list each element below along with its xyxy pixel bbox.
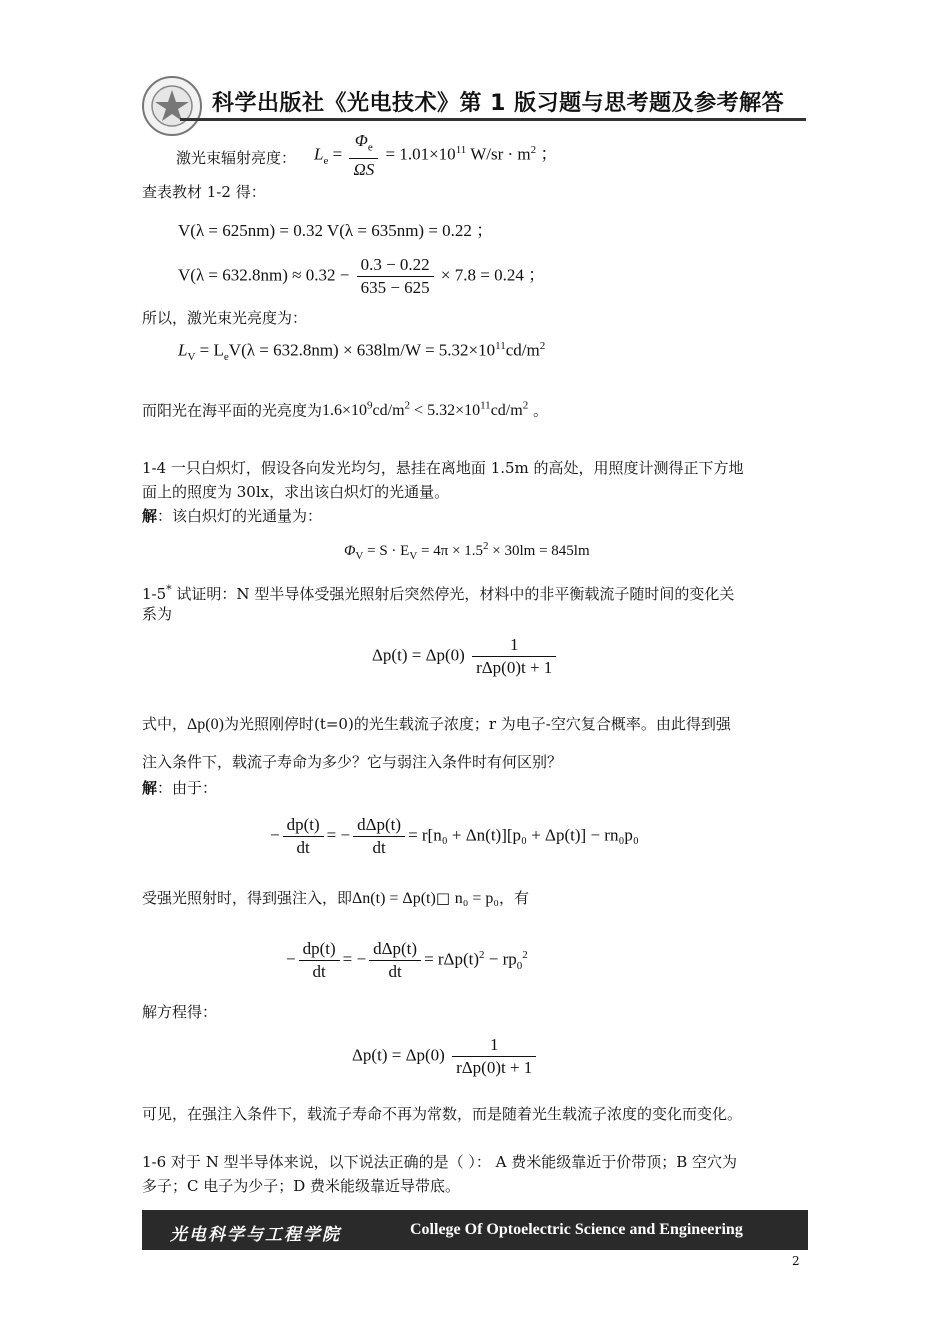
text-line: 可见，在强注入条件下，载流子寿命不再为常数，而是随着光生载流子浓度的变化而变化。 (142, 1105, 743, 1123)
footer-college-cn: 光电科学与工程学院 (170, 1225, 341, 1245)
equation-strong-injection: − $\frac{dp(t)}{dt}$ = − $\frac{\text{dΔp(t)}}{dt}$ = $r\Delta p(t)^2 - rp_0^2$ (286, 939, 528, 981)
text-line: 受强光照射时，得到强注入，即Δn(t) = Δp(t)□ n₀ = p₀，有 (142, 889, 529, 907)
question-1-5: 1-5* 试证明：N 型半导体受强光照射后突然停光，材料中的非平衡载流子随时间的变化关 (142, 583, 735, 603)
equation-v-interp: V(λ = 632.8nm) ≈ 0.32 − $\frac{0.3 - 0.22}{635 - 625}$ × 7.8 = 0.24 ； (178, 255, 546, 297)
equation-solution: Δp(t) = Δp(0) $\frac{1}{\text{rΔp(0)t + 1}}$ (352, 1034, 539, 1079)
text-line: 所以，激光束光亮度为： (142, 309, 308, 327)
footer-college-en: College Of Optoelectric Science and Engineering (410, 1221, 743, 1238)
equation-luminance: $L_V = L_eV(\lambda = 632.8nm) \times 638lm/W = 5.32\times 10^{11}cd/m^2$ (178, 340, 546, 364)
text-line: 激光束辐射亮度： (176, 149, 297, 167)
text-line: 式中，Δp(0)为光照刚停时(t=0)的光生载流子浓度；r 为电子-空穴复合概率。由此得到强 (142, 715, 731, 733)
page-title: 科学出版社《光电技术》第 1 版习题与思考题及参考解答 (212, 91, 785, 116)
header-divider (180, 118, 806, 121)
question-1-5-cont: 系为 (142, 605, 173, 623)
equation-radiance: $L_e$ = $\frac{\Phi_e}{\Omega S}$ = $1.01\times 10^{11}$ $W/sr \cdot m^2$ ； (314, 131, 558, 180)
page-number: 2 (792, 1254, 800, 1268)
equation-flux: $\Phi_V = S \cdot E_V = 4\pi \times 1.5^2 \times 30lm = 845lm$ (344, 540, 590, 562)
question-1-4: 1-4 一只白炽灯，假设各向发光均匀，悬挂在离地面 1.5m 的高处，用照度计测得正下方地 (142, 459, 744, 477)
text-line: 解方程得： (142, 1003, 218, 1021)
question-1-6: 1-6 对于 N 型半导体来说，以下说法正确的是（ ）： A 费米能级靠近于价带顶；B 空穴为 (142, 1153, 738, 1171)
equation-rate: − $\frac{dp(t)}{dt}$ = − $\frac{\text{dΔp(t)}}{dt}$ = r[n₀ + Δn(t)][p₀ + Δp(t)] − rn₀p₀ (270, 815, 639, 857)
solution-1-4: 解：该白炽灯的光通量为： (142, 507, 323, 525)
equation-v-values: V(λ = 625nm) = 0.32 V(λ = 635nm) = 0.22 ； (178, 221, 494, 240)
text-line: 查表教材 1-2 得： (142, 183, 266, 201)
equation-decay: Δp(t) = Δp(0) $\frac{1}{\text{rΔp(0)t + 1}}$ (372, 634, 559, 679)
text-line: 注入条件下，载流子寿命为多少？它与弱注入条件时有何区别？ (142, 753, 563, 771)
solution-1-5: 解：由于： (142, 779, 218, 797)
university-seal-icon (140, 74, 216, 138)
question-1-6-cont: 多子；C 电子为少子；D 费米能级靠近导带底。 (142, 1177, 461, 1195)
question-1-4-cont: 面上的照度为 30lx，求出该白炽灯的光通量。 (142, 483, 450, 501)
text-line: 而阳光在海平面的光亮度为$1.6\times 10^9cd/m^2 < 5.32\times 10^{11}cd/m^2$ 。 (142, 400, 548, 420)
